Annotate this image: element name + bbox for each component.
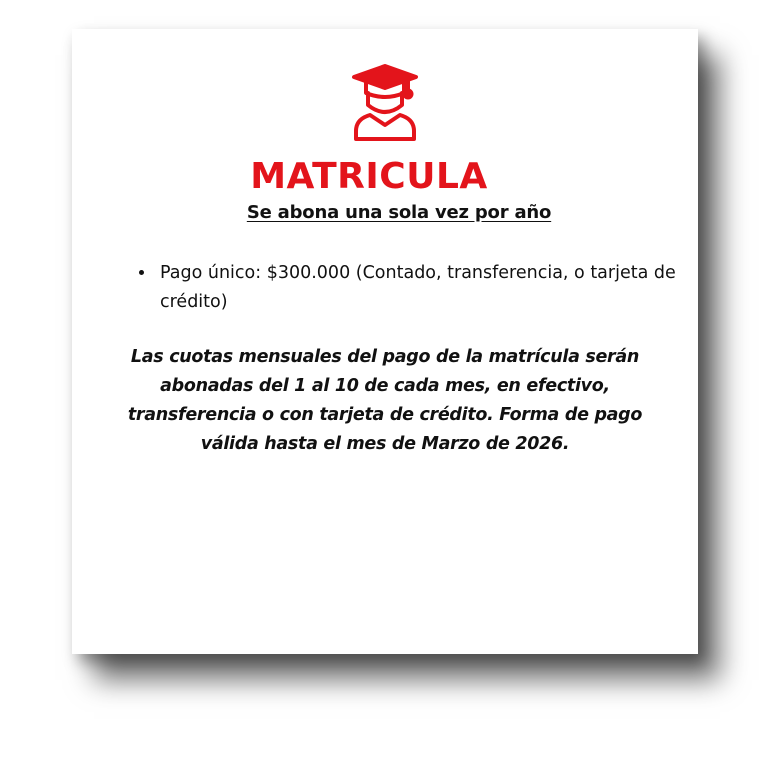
subtitle: Se abona una sola vez por año xyxy=(246,202,552,223)
list-item: • Pago único: $300.000 (Contado, transferencia, o tarjeta de crédito) xyxy=(156,259,676,317)
graduate-icon xyxy=(350,63,420,141)
page-title: MATRICULA xyxy=(250,156,488,197)
info-card xyxy=(72,29,698,654)
payment-note: Las cuotas mensuales del pago de la matrícula serán abonadas del 1 al 10 de cada mes, en efectivo, transferencia o con tarjeta de crédito. Forma de pago válida hasta el mes de Marzo de 2026. xyxy=(127,347,643,454)
bullet-list xyxy=(132,259,676,317)
